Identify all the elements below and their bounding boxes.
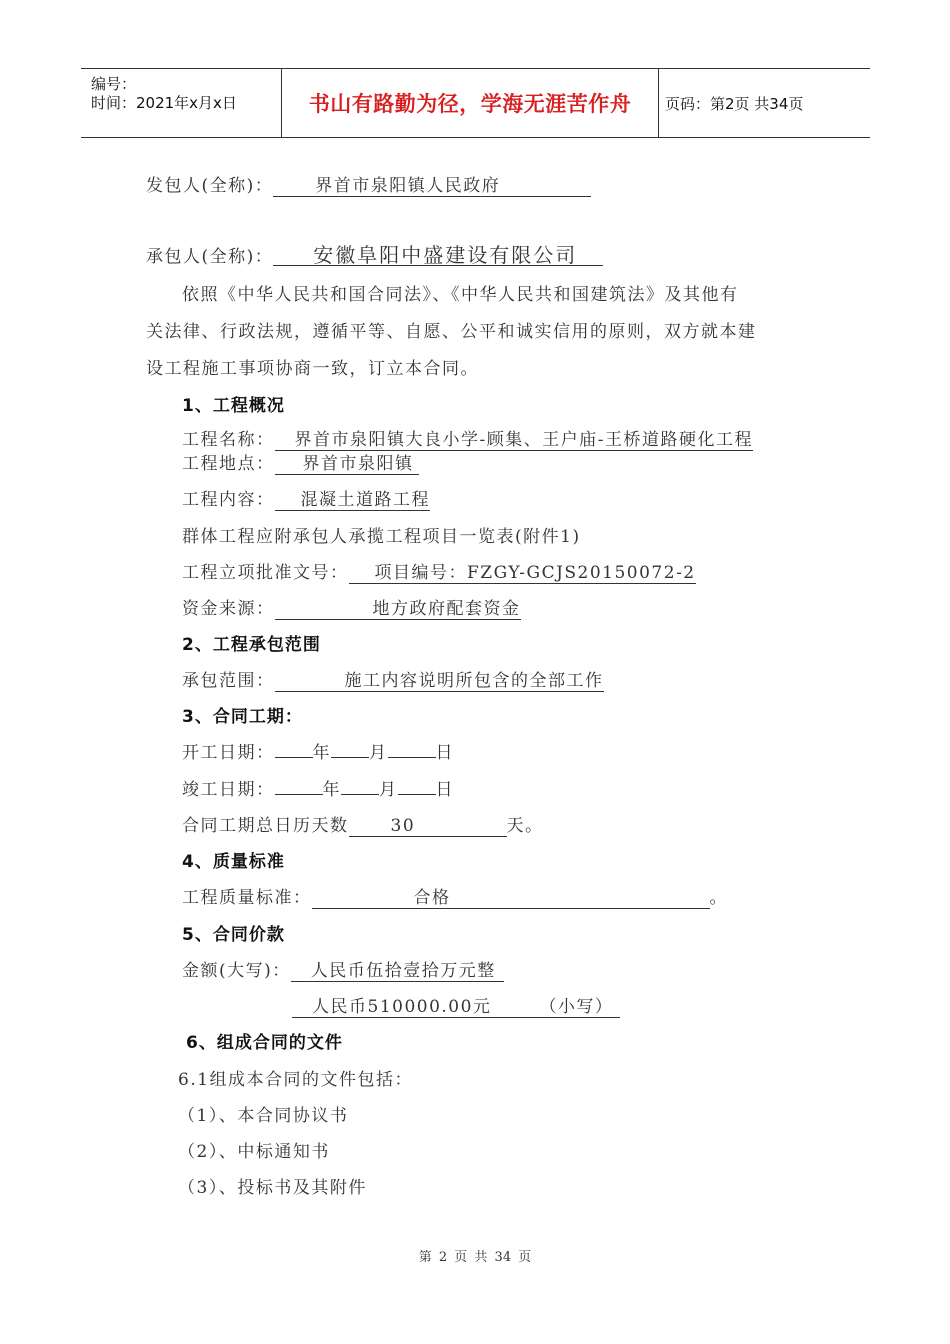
fund-source-line [182, 598, 521, 620]
start-day-field [388, 757, 436, 758]
document-number-label: 编号： [91, 75, 137, 93]
contractor-field [273, 245, 603, 266]
total-days-unit: 天。 [506, 816, 544, 836]
start-day-unit: 日 [435, 743, 454, 763]
end-day-field [398, 794, 436, 795]
section-1-title: 1、工程概况 [182, 396, 285, 416]
header-motto: 书山有路勤为径，学海无涯苦作舟 [308, 92, 632, 116]
scope-line [182, 670, 604, 692]
employer-value: 界首市泉阳镇人民政府 [315, 176, 501, 196]
start-month-field [331, 757, 369, 758]
header-page-cell [659, 69, 870, 137]
amount-upper-label: 金额(大写)： [182, 961, 291, 981]
page-header [81, 68, 870, 138]
amount-upper-value: 人民币伍拾壹拾万元整 [310, 961, 496, 981]
total-days-field [349, 816, 507, 837]
quality-value: 合格 [413, 888, 451, 908]
start-year-unit: 年 [312, 743, 331, 763]
contractor-label: 承包人(全称)： [146, 247, 274, 267]
quality-field [312, 888, 710, 909]
total-days-label: 合同工期总日历天数 [182, 816, 349, 836]
documents-intro: 6.1组成本合同的文件包括： [178, 1070, 414, 1090]
amount-lower-line [292, 996, 620, 1018]
approval-number-label: 工程立项批准文号： [182, 563, 349, 583]
header-motto-cell [282, 69, 659, 137]
group-project-note: 群体工程应附承包人承揽工程项目一览表(附件1) [182, 527, 581, 547]
fund-source-field [275, 599, 521, 620]
employer-field [273, 176, 591, 197]
amount-lower-value: 人民币510000.00元 [312, 997, 492, 1017]
page-footer: 第 2 页 共 34 页 [418, 1250, 532, 1265]
scope-label: 承包范围： [182, 671, 275, 691]
total-days-value: 30 [390, 816, 416, 836]
project-content-line [182, 489, 430, 511]
start-month-unit: 月 [369, 743, 388, 763]
section-5-title: 5、合同价款 [182, 925, 285, 945]
end-date-label: 竣工日期： [182, 780, 275, 800]
end-date-line [182, 779, 454, 801]
project-location-label: 工程地点： [182, 454, 275, 474]
project-content-label: 工程内容： [182, 490, 275, 510]
contractor-value: 安徽阜阳中盛建设有限公司 [313, 243, 578, 267]
header-page-number: 页码：第2页 共34页 [665, 94, 804, 113]
end-month-field [341, 794, 379, 795]
approval-number-value: 项目编号：FZGY-GCJS20150072-2 [374, 563, 696, 583]
project-content-value: 混凝土道路工程 [300, 490, 430, 510]
amount-lower-note: （小写） [539, 997, 614, 1017]
end-year-unit: 年 [322, 780, 341, 800]
contractor-line [146, 245, 603, 268]
intro-line-1: 依照《中华人民共和国合同法》、《中华人民共和国建筑法》及其他有 [182, 285, 739, 305]
amount-upper-line [182, 960, 504, 982]
intro-line-2: 关法律、行政法规，遵循平等、自愿、公平和诚实信用的原则，双方就本建 [146, 322, 757, 342]
project-name-line [182, 429, 753, 451]
scope-field [275, 671, 604, 692]
document-date: 时间：2021年x月x日 [91, 94, 237, 112]
employer-line [146, 175, 591, 197]
fund-source-label: 资金来源： [182, 599, 275, 619]
fund-source-value: 地方政府配套资金 [372, 599, 521, 619]
end-year-field [275, 794, 323, 795]
employer-label: 发包人(全称)： [146, 176, 274, 196]
approval-number-field [349, 563, 696, 584]
intro-line-3: 设工程施工事项协商一致，订立本合同。 [146, 359, 479, 379]
section-4-title: 4、质量标准 [182, 852, 285, 872]
section-6-title: 6、组成合同的文件 [186, 1033, 343, 1053]
end-month-unit: 月 [379, 780, 398, 800]
amount-upper-field [291, 961, 504, 982]
project-name-label: 工程名称： [182, 430, 275, 450]
documents-item-1: （1）、本合同协议书 [178, 1106, 349, 1126]
start-date-label: 开工日期： [182, 743, 275, 763]
start-date-line [182, 742, 454, 764]
amount-lower-field [292, 997, 620, 1018]
project-location-value: 界首市泉阳镇 [302, 454, 414, 474]
quality-line [182, 887, 728, 909]
section-2-title: 2、工程承包范围 [182, 635, 321, 655]
start-year-field [275, 757, 313, 758]
quality-end: 。 [709, 888, 728, 908]
documents-item-3: （3）、投标书及其附件 [178, 1178, 367, 1198]
project-location-field [275, 454, 419, 475]
end-day-unit: 日 [435, 780, 454, 800]
project-name-value: 界首市泉阳镇大良小学-顾集、王户庙-王桥道路硬化工程 [294, 430, 753, 450]
approval-number-line [182, 562, 696, 584]
total-days-line [182, 815, 544, 837]
quality-label: 工程质量标准： [182, 888, 312, 908]
section-3-title: 3、合同工期： [182, 707, 303, 727]
scope-value: 施工内容说明所包含的全部工作 [344, 671, 604, 691]
header-meta-cell [81, 69, 282, 137]
project-name-field [275, 430, 754, 451]
documents-item-2: （2）、中标通知书 [178, 1142, 330, 1162]
project-location-line [182, 453, 419, 475]
project-content-field [275, 490, 431, 511]
